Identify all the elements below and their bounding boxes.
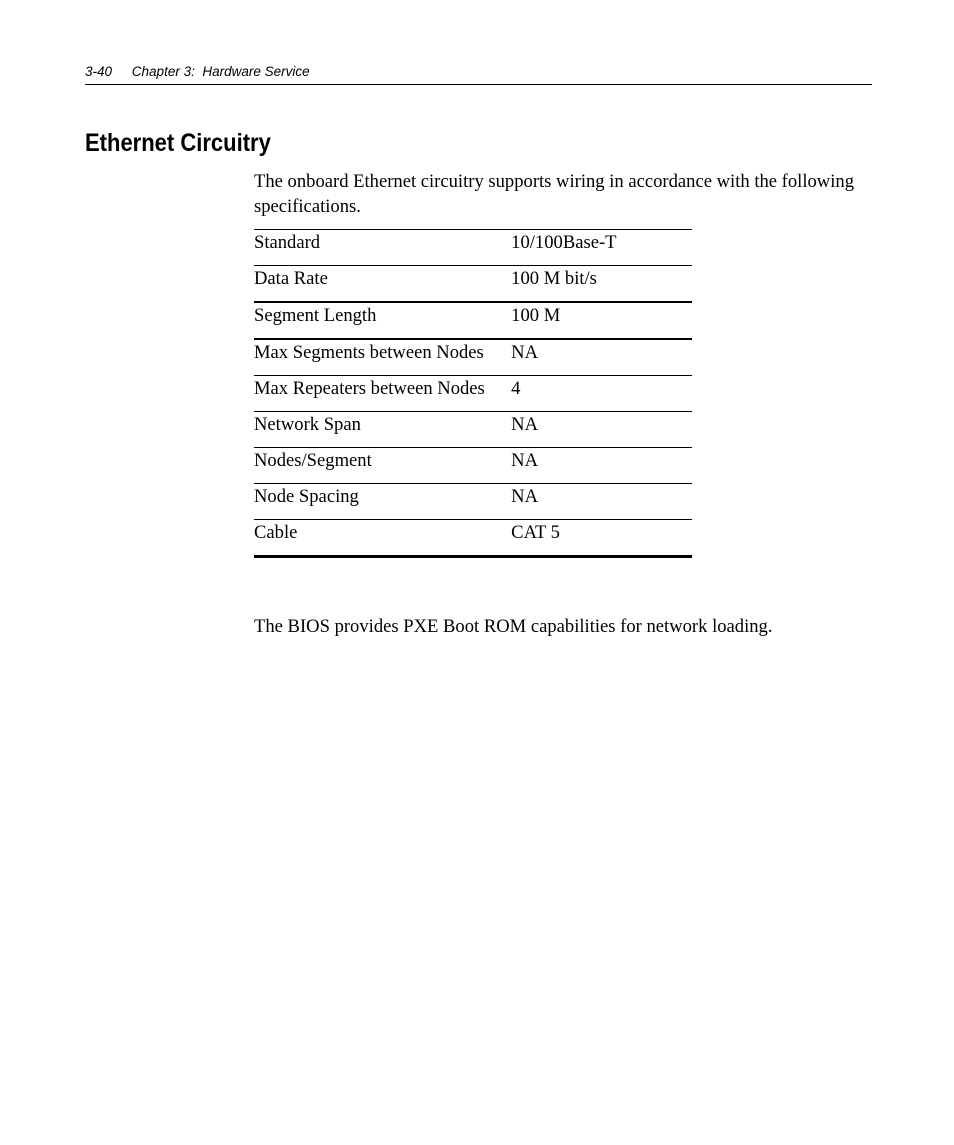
spec-value: NA xyxy=(511,486,539,507)
table-row xyxy=(254,448,692,484)
spec-label: Data Rate xyxy=(254,268,328,289)
table-row xyxy=(254,230,692,266)
page-number: 3-40 xyxy=(85,64,113,79)
chapter-title: Chapter 3: Hardware Service xyxy=(131,64,310,79)
intro-paragraph: The onboard Ethernet circuitry supports wiring in accordance with the following specifications. xyxy=(254,171,854,217)
spec-value: NA xyxy=(511,414,539,435)
table-row xyxy=(254,302,692,339)
running-header xyxy=(85,63,872,85)
spec-value: 100 M bit/s xyxy=(511,268,597,289)
spec-value: 100 M xyxy=(511,305,561,326)
table-row xyxy=(254,412,692,448)
spec-value: NA xyxy=(511,450,539,471)
spec-value: NA xyxy=(511,342,539,363)
spec-value: 4 xyxy=(511,378,521,399)
table-row xyxy=(254,484,692,520)
spec-label: Segment Length xyxy=(254,305,377,326)
closing-paragraph: The BIOS provides PXE Boot ROM capabilities for network loading. xyxy=(254,616,773,637)
spec-value: CAT 5 xyxy=(511,522,560,543)
table-row xyxy=(254,339,692,376)
spec-label: Max Repeaters between Nodes xyxy=(254,378,485,399)
table-row xyxy=(254,266,692,303)
spec-value: 10/100Base-T xyxy=(511,232,617,253)
table-row xyxy=(254,520,692,557)
table-row xyxy=(254,376,692,412)
section-title: Ethernet Circuitry xyxy=(85,129,271,157)
ethernet-spec-table xyxy=(254,229,692,558)
spec-label: Max Segments between Nodes xyxy=(254,342,484,363)
spec-label: Standard xyxy=(254,232,321,253)
spec-label: Nodes/Segment xyxy=(254,450,372,471)
spec-label: Network Span xyxy=(254,414,361,435)
spec-label: Node Spacing xyxy=(254,486,359,507)
spec-label: Cable xyxy=(254,522,298,543)
